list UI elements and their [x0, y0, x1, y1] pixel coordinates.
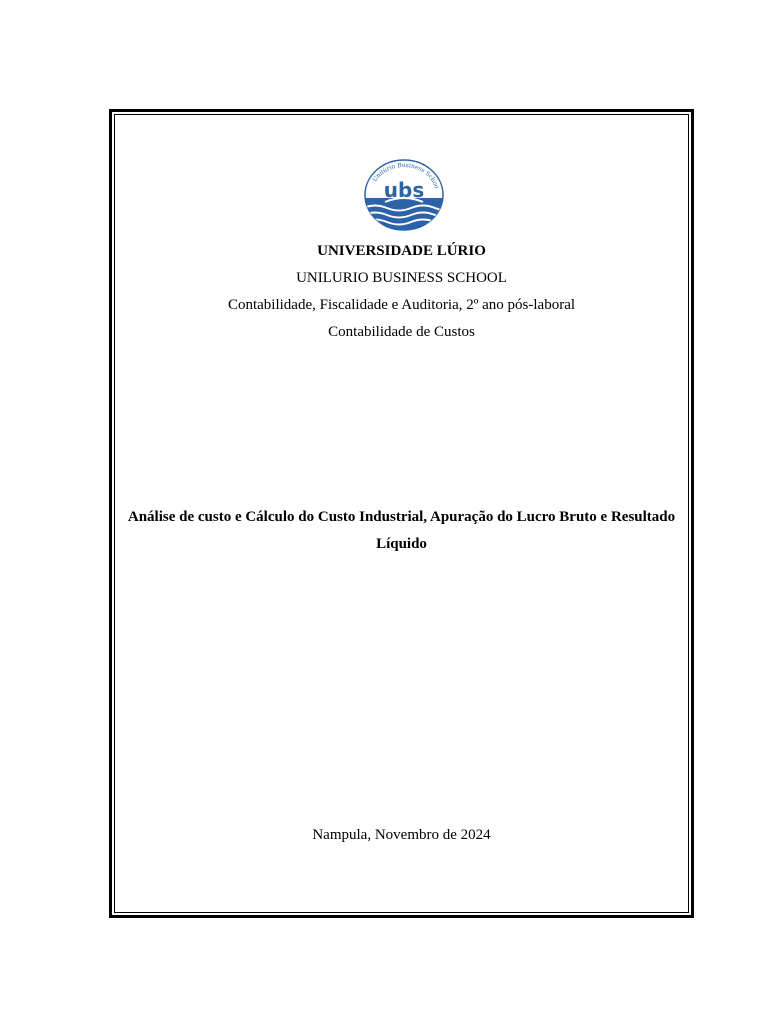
title-line-2: Líquido	[376, 536, 427, 552]
cover-page-border	[109, 109, 694, 918]
logo-text: ubs	[383, 178, 425, 202]
school-name: UNILURIO BUSINESS SCHOOL	[296, 270, 507, 286]
document-title	[120, 504, 683, 558]
logo-ring-textpath: Unilúrio Business Schoo	[371, 161, 441, 190]
institution-header	[112, 238, 691, 346]
place-and-date: Nampula, Novembro de 2024	[312, 827, 491, 843]
university-name: UNIVERSIDADE LÚRIO	[317, 243, 486, 259]
subject-name: Contabilidade de Custos	[328, 324, 475, 340]
course-name: Contabilidade, Fiscalidade e Auditoria, 2º ano pós-laboral	[227, 297, 576, 313]
title-line-1: Análise de custo e Cálculo do Custo Industrial, Apuração do Lucro Bruto e Resultado	[127, 509, 676, 525]
ubs-logo-icon	[363, 158, 445, 232]
